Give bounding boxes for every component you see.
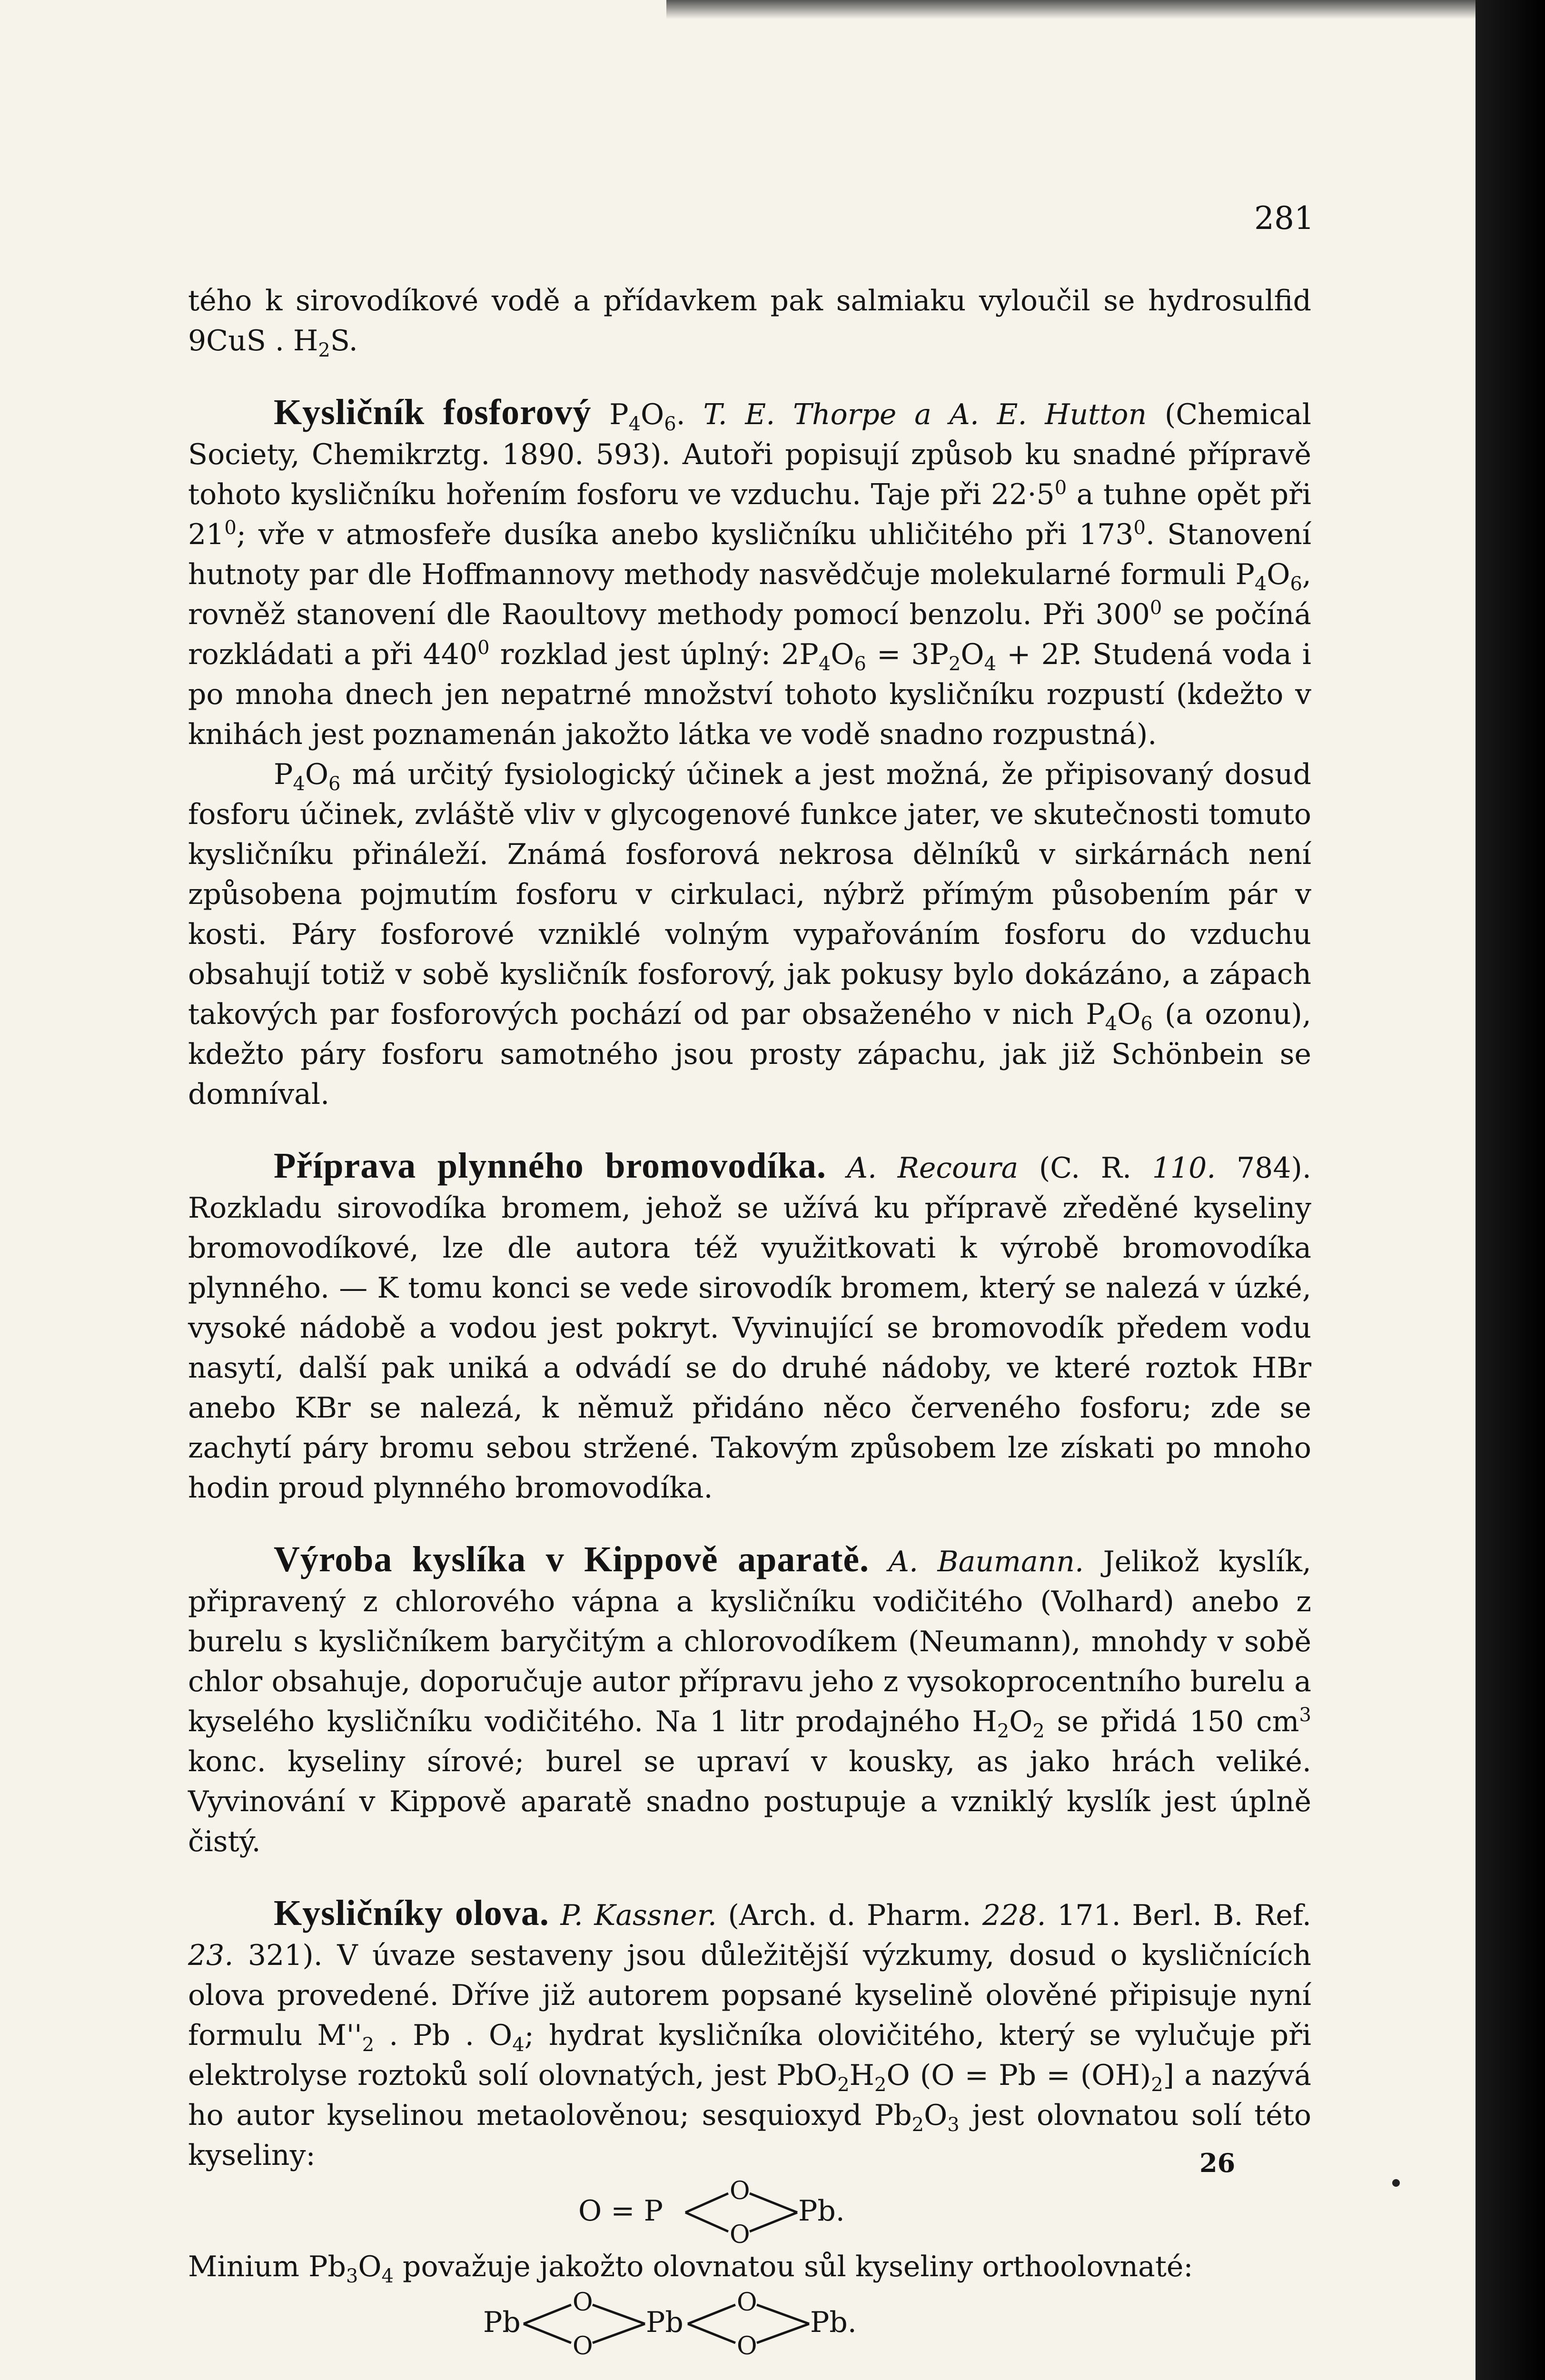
text-run: . Pb . O bbox=[374, 2019, 513, 2052]
section-heading: Kysličník fosforový bbox=[274, 392, 592, 432]
text-run: (a ozonu), kdežto páry fosforu samotného jsou prosty zápachu, jak již Schönbein se domníval. bbox=[188, 998, 1311, 1111]
section-heading: Kysličníky olova. bbox=[274, 1893, 549, 1933]
subscript: 2 bbox=[837, 2074, 850, 2096]
citation: (C. R. bbox=[1039, 1151, 1132, 1185]
citation: 784). bbox=[1237, 1151, 1312, 1185]
bond-line bbox=[750, 2193, 797, 2212]
page-body bbox=[188, 281, 1311, 2358]
subscript: 2 bbox=[997, 1720, 1010, 1742]
text-line: tého k sirovodíkové vodě a přídavkem pak salmiaku vyloučil se hydrosulfid bbox=[188, 284, 1311, 317]
text-run: a tuhne opět při 21 bbox=[188, 478, 1312, 551]
formula-right: Pb. bbox=[798, 2194, 845, 2228]
text-run: O bbox=[961, 638, 984, 671]
text-run: H bbox=[849, 2059, 874, 2092]
citation: (Arch. d. Pharm. bbox=[728, 1899, 971, 1932]
text-run: Jelikož kyslík, připravený z chlorového vápna a kysličníku vodičitého (Volhard) anebo z burelu s kysličníkem baryčitým a chlorovodíkem (Neumann), mnohdy v sobě chlor obsahuje, doporučuje autor přípravu jeho z vysokoprocentního burelu a kyselého kysličníku vodičitého. Na 1 litr prodajného H bbox=[188, 1545, 1311, 1738]
formula-oxygen-bottom: O bbox=[730, 2221, 750, 2247]
formula-part: P bbox=[609, 398, 629, 431]
formula-part: . bbox=[676, 398, 685, 431]
subscript: 2 bbox=[1151, 2074, 1163, 2096]
section-oxygen-kipp bbox=[188, 1539, 1311, 1862]
continued-paragraph bbox=[188, 281, 1311, 361]
formula-diagram bbox=[483, 2287, 1016, 2358]
superscript: 0 bbox=[224, 517, 237, 539]
subscript: 4 bbox=[984, 653, 997, 675]
text-run: se přidá 150 cm bbox=[1044, 1705, 1299, 1738]
section-heading: Výroba kyslíka v Kippově aparatě. bbox=[274, 1539, 870, 1579]
subscript: 4 bbox=[628, 413, 641, 435]
superscript: 0 bbox=[477, 637, 490, 659]
authors: A. Baumann. bbox=[888, 1545, 1084, 1578]
superscript: 0 bbox=[1054, 477, 1067, 499]
text-run: = 3P bbox=[866, 638, 949, 671]
formula-oxygen-top: O bbox=[730, 2177, 750, 2205]
subscript: 2 bbox=[1032, 1720, 1045, 1742]
structural-formula-sesquioxide bbox=[188, 2175, 1311, 2247]
formula-part: O bbox=[641, 398, 664, 431]
text-run: O bbox=[924, 2099, 948, 2132]
subscript: 3 bbox=[346, 2265, 358, 2287]
text-run: O bbox=[1117, 998, 1141, 1031]
text-run: S. bbox=[330, 324, 358, 357]
text-run: P bbox=[274, 758, 293, 791]
scan-dark-edge bbox=[1476, 0, 1545, 2380]
text-run: jest olovnatou solí této kyseliny: bbox=[188, 2099, 1311, 2172]
formula-left: Pb bbox=[483, 2306, 521, 2339]
text-run: se počíná rozkládati a při 440 bbox=[188, 598, 1311, 671]
subscript: 4 bbox=[1254, 573, 1267, 595]
formula-right: Pb. bbox=[810, 2306, 857, 2339]
text-run: 9CuS . H bbox=[188, 324, 318, 357]
formula-oxygen-top: O bbox=[737, 2288, 757, 2317]
section-lead-oxides bbox=[188, 1893, 1311, 2175]
spacer bbox=[188, 1114, 1311, 1146]
authors: A. Recoura bbox=[847, 1151, 1019, 1185]
text-run: Autoři popisují způsob ku snadné přípravě tohoto kysličníku hořením fosforu ve vzduchu. Taje při 22·5 bbox=[188, 438, 1312, 511]
subscript: 4 bbox=[1105, 1013, 1118, 1035]
bond-line bbox=[757, 2305, 809, 2324]
subscript: 4 bbox=[293, 773, 305, 795]
superscript: 0 bbox=[1133, 517, 1146, 539]
page-number: 281 bbox=[1254, 200, 1314, 237]
subscript: 2 bbox=[362, 2034, 375, 2056]
text-run: V úvaze sestaveny jsou důležitější výzkumy, dosud o kysličnících olova provedené. Dříve již autorem popsané kyselině olověné připisuje nyní formulu M'' bbox=[188, 1939, 1312, 2052]
subscript: 2 bbox=[948, 653, 961, 675]
subscript: 2 bbox=[874, 2074, 887, 2096]
bond-line bbox=[593, 2305, 645, 2324]
citation: (Chemical Society, Chemikrztg. 1890. 593). bbox=[188, 398, 1311, 471]
text-run: ; vře v atmosfeře dusíka anebo kysličníku uhličitého při 173 bbox=[236, 518, 1134, 551]
structural-formula-minium bbox=[188, 2287, 1311, 2358]
signature-mark: 26 bbox=[1199, 2148, 1236, 2178]
subscript: 4 bbox=[512, 2034, 525, 2056]
subscript: 3 bbox=[947, 2114, 960, 2136]
formula-middle: Pb bbox=[646, 2306, 683, 2339]
bond-line bbox=[524, 2324, 571, 2343]
text-run: konc. kyseliny sírové; burel se upraví v kousky, as jako hrách veliké. Vyvinování v Kippově aparatě snadno postupuje a vzniklý kyslík jest úplně čistý. bbox=[188, 1745, 1311, 1858]
subscript: 6 bbox=[664, 413, 676, 435]
authors: P. Kassner. bbox=[560, 1899, 717, 1932]
spacer bbox=[188, 361, 1311, 392]
bond-line bbox=[757, 2324, 809, 2343]
bond-line bbox=[685, 2212, 728, 2231]
text-run: , rovněž stanovení dle Raoultovy methody pomocí benzolu. Při 300 bbox=[188, 558, 1311, 631]
bond-line bbox=[750, 2212, 797, 2231]
subscript: 6 bbox=[1290, 573, 1302, 595]
subscript: 4 bbox=[818, 653, 831, 675]
citation-volume: 23. bbox=[188, 1939, 234, 1972]
citation: 171. Berl. B. Ref. bbox=[1057, 1899, 1311, 1932]
text-run: O bbox=[358, 2250, 382, 2283]
formula-diagram bbox=[578, 2175, 921, 2247]
text-run: rozklad jest úplný: 2P bbox=[489, 638, 819, 671]
section-phosphorus-oxide bbox=[188, 392, 1311, 754]
formula-left: O = P bbox=[578, 2194, 663, 2228]
section-hydrogen-bromide bbox=[188, 1146, 1311, 1508]
subscript: 6 bbox=[1140, 1013, 1153, 1035]
subscript: 2 bbox=[318, 339, 330, 361]
subscript: 6 bbox=[854, 653, 866, 675]
text-run: + 2P. Studená voda i po mnoha dnech jen nepatrné množství tohoto kysličníku rozpustí (kdežto v knihách jest poznamenán jakožto látka ve vodě snadno rozpustná). bbox=[188, 638, 1311, 751]
text-run: ; hydrat kysličníka olovičitého, který se vylučuje při elektrolyse roztoků solí olovnatých, jest PbO bbox=[188, 2019, 1311, 2092]
bond-line bbox=[593, 2324, 645, 2343]
text-run: Minium Pb bbox=[188, 2250, 346, 2283]
text-run: Rozkladu sirovodíka bromem, jehož se užívá ku přípravě zředěné kyseliny bromovodíkové, lze dle autora též využitkovati k výrobě bromovodíka plynného. — K tomu konci se vede sirovodík bromem, který se nalezá v úzké, vysoké nádobě a vodou jest pokryt. Vyvinující se bromovodík předem vodu nasytí, další pak uniká a odvádí se do druhé nádoby, ve které roztok HBr anebo KBr se nalezá, k němuž přidáno něco červeného fosforu; zde se zachytí páry bromu sebou stržené. Takovým způsobem lze získati po mnoho hodin proud plynného bromovodíka. bbox=[188, 1191, 1311, 1505]
citation: 321). bbox=[248, 1939, 323, 1972]
subscript: 6 bbox=[328, 773, 341, 795]
text-run: . Stanovení hutnoty par dle Hoffmannovy methody nasvědčuje molekularné formuli P bbox=[188, 518, 1311, 591]
bond-line bbox=[685, 2193, 728, 2212]
subscript: 4 bbox=[381, 2265, 394, 2287]
scan-speck bbox=[1392, 2179, 1400, 2187]
text-run: O bbox=[1009, 1705, 1033, 1738]
bond-line bbox=[688, 2305, 735, 2324]
scan-shadow bbox=[666, 0, 1476, 19]
text-run: O bbox=[305, 758, 329, 791]
text-run: ] a nazývá ho autor kyselinou metaolověnou; sesquioxyd Pb bbox=[188, 2059, 1311, 2132]
bond-line bbox=[524, 2305, 571, 2324]
text-run: O (O = Pb = (OH) bbox=[886, 2059, 1151, 2092]
spacer bbox=[188, 1862, 1311, 1893]
text-run: považuje jakožto olovnatou sůl kyseliny orthoolovnaté: bbox=[393, 2250, 1193, 2283]
paragraph bbox=[188, 754, 1311, 1114]
superscript: 3 bbox=[1299, 1704, 1311, 1726]
authors: T. E. Thorpe a A. E. Hutton bbox=[703, 398, 1147, 431]
subscript: 2 bbox=[911, 2114, 924, 2136]
spacer bbox=[188, 1508, 1311, 1539]
superscript: 0 bbox=[1149, 597, 1162, 619]
citation-volume: 110. bbox=[1152, 1151, 1216, 1185]
formula-oxygen-bottom: O bbox=[737, 2332, 757, 2358]
formula-oxygen-top: O bbox=[573, 2288, 593, 2317]
bond-line bbox=[688, 2324, 735, 2343]
text-run: má určitý fysiologický účinek a jest možná, že připisovaný dosud fosforu účinek, zvláště vliv v glycogenové funkce jater, ve skutečnosti tomuto kysličníku přináleží. Známá fosforová nekrosa dělníků v sirkárnách není způsobena pojmutím fosforu v cirkulaci, nýbrž přímým působením pár v kosti. Páry fosforové vzniklé volným vypařováním fosforu do vzduchu obsahují totiž v sobě kysličník fosforový, jak pokusy bylo dokázáno, a zápach takových par fosforových pochází od par obsaženého v nich P bbox=[188, 758, 1311, 1031]
section-heading: Příprava plynného bromovodíka. bbox=[274, 1146, 826, 1186]
paragraph-minium bbox=[188, 2247, 1311, 2287]
citation-volume: 228. bbox=[982, 1899, 1046, 1932]
text-run: O bbox=[831, 638, 854, 671]
text-run: O bbox=[1267, 558, 1290, 591]
formula-oxygen-bottom: O bbox=[573, 2332, 593, 2358]
